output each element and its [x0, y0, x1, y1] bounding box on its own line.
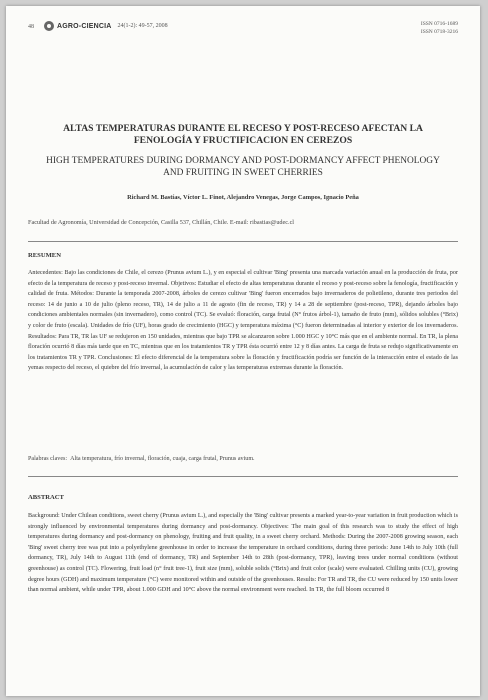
- keywords-text: Alta temperatura, frío invernal, floración, cuaja, carga frutal, Prunus avium.: [70, 456, 255, 462]
- title-english: HIGH TEMPERATURES DURING DORMANCY AND POST-DORMANCY AFFECT PHENOLOGY AND FRUITING IN SWEET CHERRIES: [46, 156, 440, 178]
- keywords: [28, 456, 458, 462]
- divider: [28, 241, 458, 242]
- divider: [28, 476, 458, 477]
- author-list: Richard M. Bastías, Víctor L. Finot, Alejandro Venegas, Jorge Campos, Ignacio Peña: [127, 194, 359, 201]
- affiliation: Facultad de Agronomía, Universidad de Concepción, Casilla 537, Chillán, Chile. E-mail: ribastias@udec.cl: [28, 219, 295, 226]
- resumen-body: Antecedentes: Bajo las condiciones de Chile, el cerezo (Prunus avium L.), y en especial el cultivar 'Bing' presenta una marcada variación anual en la producción de fruta, por efecto de la temperatura de receso y post-receso invernal. Objetivos: Estudiar el efecto de altas temperaturas durante el receso y post-receso sobre la fenología, fructificación y calidad de fruta. Métodos: Durante la temporada 2007-2008, árboles de cerezo cultivar 'Bing' fueron encerrados bajo invernaderos de polietileno, durante tres periodos del receso: 14 de junio a 10 de julio (pleno receso, TR), 14 de julio a 11 de agosto (fin de receso, TR) y 14 a 28 de septiembre (post-receso, TPR), dejando árboles bajo condiciones ambientales normales (sin invernadero), como control (TC). Se evaluó: floración, carga frutal (N° frutos árbol-1), tamaño de fruto (mm), sólidos solubles (°Brix) y color de fruto (escala). Unidades de frío (UF), horas grado de crecimiento (HGC) y temperatura máxima (°C) fueron determinadas al interior y exterior de los invernaderos. Resultados: Para TR, TR las UF se redujeron en 150 unidades, mientras que bajo TPR se alcanzaron sobre 1.000 HGC y 10°C más que en el ambiente normal. En TR, la plena floración ocurrió 8 días más tarde que en TC, mientras que en los tratamientos TR y TPR ésta ocurrió entre 12 y 8 días antes. La carga de fruta se redujo significativamente en los tratamientos TR y TPR. Conclusiones: El efecto diferencial de la temperatura sobre la floración y fructificación podría ser función de la interacción entre el estado de las yemas respecto del receso, el quiebre del frío invernal, la acumulación de calor y las temperaturas extremas durante la floración.: [28, 270, 458, 372]
- journal-logo: [44, 21, 168, 31]
- journal-volume: 24(1-2): 49-57, 2008: [117, 23, 168, 29]
- issn-online: ISSN 0718-3216: [420, 29, 458, 35]
- issn-block: [421, 20, 458, 36]
- page-number: 48: [28, 24, 34, 30]
- journal-logo-icon: [44, 21, 54, 31]
- resumen-heading: RESUMEN: [28, 252, 61, 259]
- issn-print: ISSN 0716-1689: [420, 21, 458, 27]
- page-header: [28, 20, 458, 40]
- abstract-heading: ABSTRACT: [28, 494, 64, 501]
- keywords-label: Palabras claves:: [28, 456, 68, 462]
- journal-page: [6, 6, 480, 696]
- title-spanish: ALTAS TEMPERATURAS DURANTE EL RECESO Y POST-RECESO AFECTAN LA FENOLOGÍA Y FRUCTIFICACION EN CEREZOS: [63, 123, 423, 146]
- abstract-body: Background: Under Chilean conditions, sweet cherry (Prunus avium L.), and especially the 'Bing' cultivar presents a marked year-to-year variation in fruit production which is strongly influenced by environmental temperatures during dormancy and post-dormancy. Objectives: The main goal of this research was to study the effect of high temperatures during dormancy and post-dormancy on phenology, fruiting and fruit quality, in a sweet cherry orchard. Methods: During the 2007-2008 growing season, each 'Bing' sweet cherry tree was put into a polyethylene greenhouse in order to increase the temperature in orchard conditions, during three periods: June 14th to July 10th (full dormancy, TR), July 14th to August 11th (end of dormancy, TR) and September 14th to 28th (post-dormancy, TPR), leaving trees under normal conditions (without greenhouse) as control (TC). Flowering, fruit load (n° fruit tree-1), fruit size (mm), soluble solids (°Brix) and fruit color (scale) were evaluated. Chilling units (CU), growing degree hours (GDH) and maximum temperature (°C) were monitored within and outside of the greenhouses. Results: For TR and TR, the CU were reduced by 150 units lower than normal ambient, while under TPR, about 1.000 GDH and 10°C above the normal environment were reached. In TR, the full bloom occurred 8: [28, 513, 458, 594]
- journal-name: AGRO-CIENCIA: [57, 22, 112, 30]
